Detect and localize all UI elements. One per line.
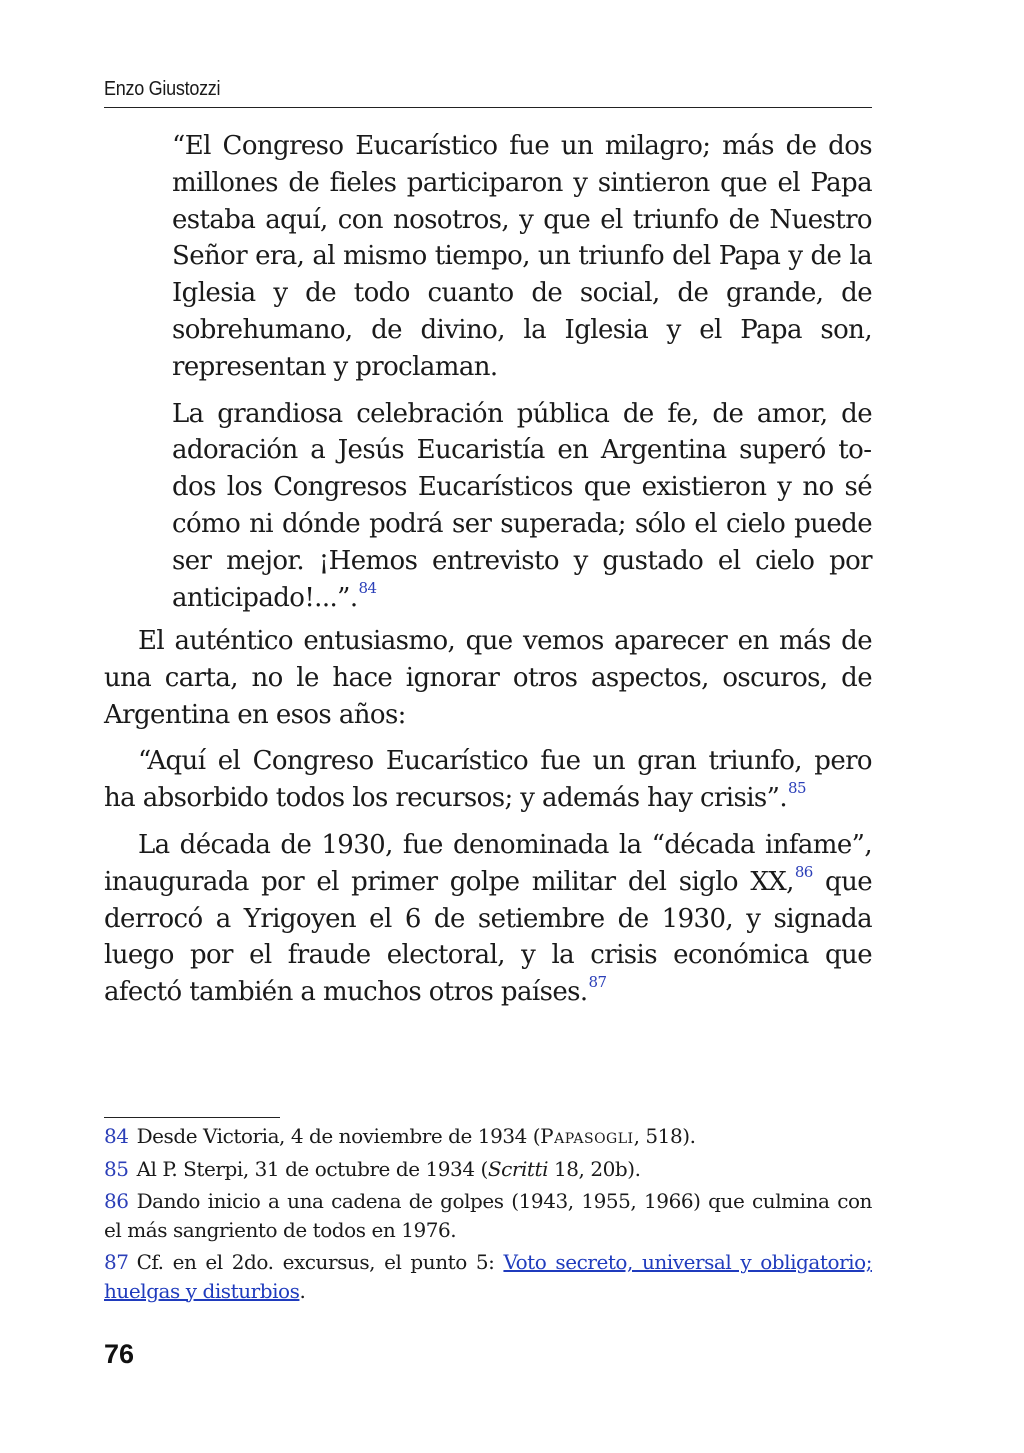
footnote-number[interactable]: 85 — [104, 1156, 129, 1181]
body-paragraph-1: El auténtico entusiasmo, que vemos aparecer en más de una carta, no le hace ignorar otros aspectos, oscuros, de Argentina en esos años: — [104, 626, 872, 730]
footnote-ref-87[interactable]: 87 — [588, 973, 607, 992]
footnote-text: Al P. Sterpi, 31 de octubre de 1934 ( — [136, 1156, 488, 1181]
quote-paragraph-2-text: La grandiosa celebración pública de fe, de amor, de adoración a Jesús Eucaristía en Argentina superó todos los Congresos Eucarísticos que existieron y no sé cómo ni dónde podrá ser superada; sólo el cielo puede ser mejor. ¡Hemos entrevisto y gustado el cielo por anticipado!...”. — [172, 398, 872, 613]
body-paragraph-3-part-1: La década de 1930, fue denominada la “década infame”, inaugurada por el primer golpe militar del siglo XX, — [104, 829, 872, 897]
footnote-86 — [104, 1187, 872, 1244]
footnote-text: Desde Victoria, 4 de noviembre de 1934 ( — [136, 1124, 541, 1148]
footnote-work-title: Scritti — [487, 1156, 549, 1181]
quote-paragraph-2 — [172, 396, 872, 617]
quote-paragraph-1: “El Congreso Eucarístico fue un milagro; más de dos millones de fieles participaron y sintieron que el Papa estaba aquí, con nosotros, y que el triunfo de Nuestro Señor era, al mismo tiempo, un triunfo del Papa y de la Iglesia y de todo cuanto de social, de grande, de sobrehumano, de divino, la Iglesia y el Papa son, representan y proclaman. — [172, 131, 872, 382]
footnote-84 — [104, 1122, 872, 1151]
footnote-87 — [104, 1248, 872, 1305]
footnote-ref-85[interactable]: 85 — [788, 779, 806, 798]
footnote-text-end: . — [299, 1278, 306, 1303]
running-head-author: Enzo Giustozzi — [104, 78, 221, 100]
page-number: 76 — [104, 1339, 135, 1369]
footnote-text-end: 18, 20b). — [548, 1156, 641, 1181]
footnote-text: Dando inicio a una cadena de golpes (1943, 1955, 1966) que culmina con el más sangriento de todos en 1976. — [104, 1189, 872, 1242]
footnotes — [104, 1122, 872, 1309]
footnote-number[interactable]: 87 — [104, 1250, 129, 1274]
body-paragraph-2-text: “Aquí el Congreso Eucarístico fue un gran triunfo, pero ha absorbido todos los recursos; y además hay crisis”. — [104, 746, 872, 814]
excursus-link[interactable]: Voto secreto, universal y obligatorio; huelgas y disturbios — [104, 1250, 872, 1303]
footnote-85 — [104, 1155, 872, 1184]
body-paragraph-2 — [104, 743, 872, 817]
body-paragraph-3-part-2: que derrocó a Yrigoyen el 6 de setiembre de 1930, y signada luego por el fraude electoral, y la crisis económica que afectó también a muchos otros países. — [104, 866, 873, 1008]
footnote-ref-86[interactable]: 86 — [794, 863, 813, 882]
footnote-ref-84[interactable]: 84 — [358, 578, 377, 597]
footnote-text: Cf. en el 2do. excursus, el punto 5: — [136, 1250, 504, 1274]
block-quote — [172, 128, 872, 616]
body-paragraph-3 — [104, 827, 872, 1011]
footnote-text-end: , 518). — [633, 1124, 696, 1148]
footnote-number[interactable]: 86 — [104, 1189, 129, 1213]
footnote-separator — [104, 1117, 280, 1118]
running-head — [104, 72, 872, 108]
body-text — [104, 623, 872, 1011]
footnote-author-smallcaps: Papasogli — [540, 1124, 634, 1148]
footnote-number[interactable]: 84 — [104, 1124, 129, 1148]
